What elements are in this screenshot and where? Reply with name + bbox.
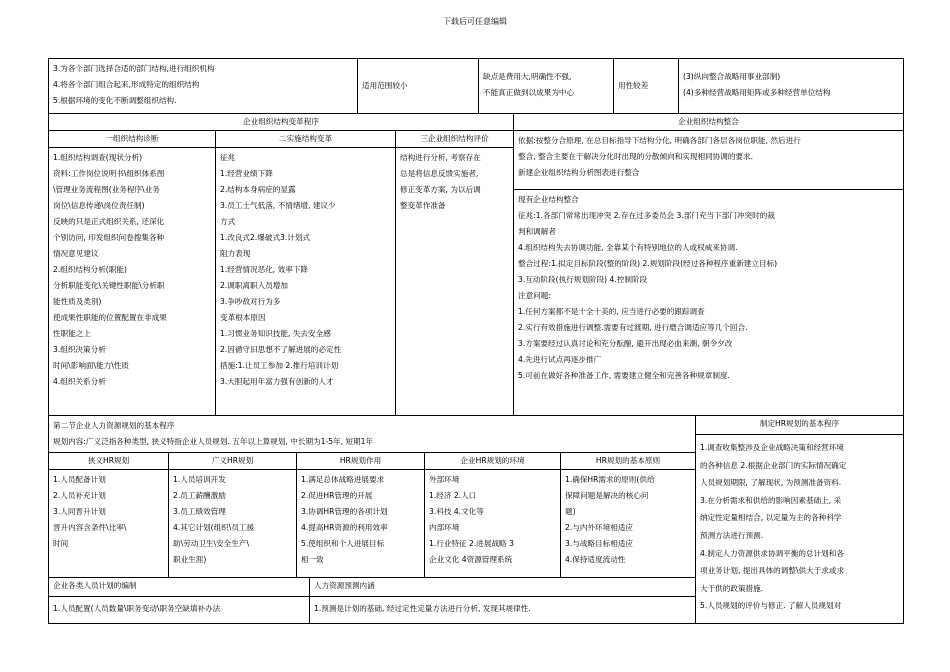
implementation-line: 2.调职离职人员增加 — [220, 281, 288, 290]
hr-line: 3.与战略目标相适应 — [565, 539, 633, 548]
forecast-title: 人力资源预测内涵 — [309, 577, 696, 597]
diagnosis-line: 个别访问, 印发组织问卷搜集各种 — [53, 233, 165, 242]
hr-line: 2.员工薪酬激励 — [173, 491, 226, 500]
implementation-line: 3.员工士气低落, 不情绪增, 建议少 — [220, 201, 336, 210]
weakness-cell — [478, 58, 614, 114]
implementation-line: 方式 — [220, 217, 236, 226]
reform-col2-title: 二实施结构变革 — [215, 130, 396, 148]
diagnosis-line: 性职能之上 — [53, 329, 91, 338]
evaluation-line: 总是将信息反馈实施者, — [400, 169, 479, 178]
hr-line: 外部环境 — [429, 475, 460, 484]
implementation-line: 1.改良式2.爆破式3.计划式 — [220, 233, 311, 242]
integration-line: 2.实行有效措施进行调整.需要有过渡期, 进行磨合调适应等几个回合. — [518, 323, 748, 332]
hr-col-title: HR规划作用 — [296, 452, 425, 470]
diagnosis-line: 情况意见建议 — [53, 249, 99, 258]
hr-section-title: 第二节企业人力资源规划的基本程序 — [53, 421, 175, 430]
diagnosis-line: 1.组织结构调查(现状分析) — [53, 153, 143, 162]
structure-types-cell — [678, 58, 904, 114]
diagnosis-line: 反映的只是正式组织关系, 还深化 — [53, 217, 165, 226]
type-line: (4)多种经营战略用矩阵或多种经营单位结构 — [683, 88, 831, 97]
integration-line: 4.组织结构失去协调功能, 全靠某个有特别地位的人或权威来协调. — [518, 243, 738, 252]
implementation-line: 2.因循守旧思想不了解进展的必定性 — [220, 345, 342, 354]
procedure-line: 项业务计划, 提出具体的调整\供大于求或求 — [700, 566, 845, 576]
diagnosis-line: 资料:工作岗位说明书\组织体系图 — [53, 169, 165, 178]
weakness-line: 缺点是费用大,明确性不强, — [483, 72, 572, 81]
hr-line: 1.行业特征 2.进展战略 3 — [429, 539, 514, 548]
implementation-line: 1.习惯业务知识技能, 失去安全感 — [220, 329, 331, 338]
diagnosis-line: \管理业务流程图(业务程序\业务 — [53, 185, 160, 194]
procedure-title: 制定HR规划的基本程序 — [695, 415, 904, 435]
integration-line: 征兆:1.各部门常常出现冲突 2.存在过多委员会 3.部门充当下部门冲突时的裁 — [518, 211, 775, 220]
page-header: 下载后可任意编辑 — [443, 17, 507, 26]
hr-line: 时间 — [53, 539, 69, 548]
implementation-line: 变革根本原因 — [220, 313, 266, 322]
evaluation-line: 修正变革方案, 为以后调 — [400, 185, 481, 194]
diagnosis-line: 4.组织关系分析 — [53, 377, 106, 386]
integration-line: 3.互动阶段(执行规划阶段) 4.控制阶段 — [518, 275, 648, 284]
hr-line: 1.满足总体战略进展要求 — [301, 475, 385, 484]
procedure-line: 1.调查收集整涉及企业战略决策和经营环境 — [700, 443, 844, 452]
implementation-line: 阻力表现 — [220, 249, 251, 258]
diagnosis-line: 时间\影响面\能力\性质 — [53, 361, 130, 370]
hr-line: 3.员工绩效管理 — [173, 507, 226, 516]
usage-text: 用性较差 — [618, 81, 649, 90]
integration-line: 注意问题: — [518, 291, 551, 300]
basis-line: 整合, 整合主要在于解决分化时出现的分散倾向和实现相同协调的要求. — [518, 152, 754, 161]
hr-line: 2.促进HR管理的开展 — [301, 491, 373, 500]
diagnosis-line: 3.组织决策分析 — [53, 345, 106, 354]
hr-line: 4.保持适度流动性 — [565, 555, 626, 564]
diagnosis-cell — [48, 147, 216, 416]
integration-line: 3.方案要经过认真讨论和充分酝酿, 避开出现必血来潮, 朝令夕改 — [518, 339, 733, 348]
implementation-line: 3.争吵敌对行为多 — [220, 297, 281, 306]
procedure-line: 4.制定人力资源供求协调平衡的总计划和各 — [700, 548, 844, 558]
hr-line: 内部环境 — [429, 523, 460, 532]
diagnosis-line: 使成果性职能的位置配置在非成果 — [53, 313, 167, 322]
hr-intro-cell — [48, 415, 696, 453]
evaluation-cell — [395, 147, 514, 416]
implementation-line: 2.结构本身病症的显露 — [220, 185, 296, 194]
hr-col-title: 企业HR规划的环境 — [424, 452, 561, 470]
type-line: (3)纵向整合战略用事业部制) — [683, 72, 781, 81]
hr-line: 5.使组织和个人进展目标 — [301, 539, 385, 548]
broad-hr-cell — [168, 469, 297, 578]
integration-line: 判和调解者 — [518, 227, 556, 236]
implementation-line: 措施:1.让员工参加 2.推行培训计划 — [220, 361, 339, 370]
hr-line: 保障问题是解决的核心问 — [565, 491, 649, 500]
reform-col1-title: 一组织结构诊断 — [48, 130, 216, 148]
procedure-line: 5.人员规划的评价与修正. 了解人员规划对 — [700, 601, 842, 611]
evaluation-line: 结构进行分析, 考察存在 — [400, 153, 481, 162]
narrow-hr-cell — [48, 469, 169, 578]
procedure-line: 3.在分析需求和供给的影响因素基础上, 采 — [700, 495, 842, 505]
hr-line: 1.确保HR需求的原则(供给 — [565, 475, 655, 484]
staffing-text: 1.人员配置(人员数量\职务变动\职务空缺填补办法 — [53, 604, 221, 613]
weakness-line: 不能真正做到以成果为中心 — [483, 88, 575, 97]
integration-details-cell — [513, 189, 904, 416]
hr-line: 企业文化 4资源管理系统 — [429, 555, 513, 564]
implementation-line: 征兆 — [220, 153, 236, 162]
forecast-text: 1.预测是计划的基础, 经过定性定量方法进行分析, 发现其规律性. — [314, 604, 531, 613]
hr-col-title: 广义HR规划 — [168, 452, 297, 470]
hr-line: 2.人员补充计划 — [53, 491, 106, 500]
diagnosis-line: 2.组织结构分析(职能) — [53, 265, 127, 274]
hr-line: 1.人员培训开发 — [173, 475, 226, 484]
hr-role-cell — [296, 469, 425, 578]
hr-line: 题) — [565, 507, 576, 516]
usage-cell — [613, 58, 679, 114]
diagnosis-line: 岗位\信息传递\岗位责任制) — [53, 201, 145, 210]
scope-text: 适用范围较小 — [362, 81, 408, 90]
reform-title: 企业组织结构变革程序 — [48, 113, 514, 131]
diagnosis-line: 能性质及类别) — [53, 297, 102, 306]
hr-col-title: HR规划的基本原则 — [560, 452, 696, 470]
hr-col-title: 狭义HR规划 — [48, 452, 169, 470]
integration-line: 现有企业结构整合 — [518, 195, 579, 204]
implementation-cell — [215, 147, 396, 416]
procedure-line: 预测方法进行预测. — [700, 530, 764, 540]
hr-line: 4.提高HR资源的利用效率 — [301, 523, 388, 532]
basis-line: 新建企业组织结构分析图表进行整合 — [518, 168, 640, 177]
procedure-line: 人员规划期限, 了解现状, 为预测准备资料. — [700, 478, 842, 488]
procedure-line: 的各种信息 2.根据企业部门的实际情况确定 — [700, 460, 847, 470]
reform-col3-title: 三企业组织结构评价 — [395, 130, 514, 148]
hr-line: 晋升内容含条件\比率\ — [53, 523, 127, 532]
implementation-line: 3.大胆起用年富力强有创新的人才 — [220, 377, 334, 386]
integration-line: 1.任何方案都不是十全十美的, 应当进行必要的跟踪调查 — [518, 307, 705, 316]
diagnosis-line: 分析职能变化\关键性职能\分析职 — [53, 281, 165, 290]
hr-line: 4.其它计划(组织\员工援 — [173, 523, 255, 532]
hr-line: 相一致 — [301, 555, 324, 564]
integration-basis-cell — [513, 130, 904, 190]
staffing-cell — [48, 596, 310, 624]
hr-line: 3.协调HR管理的各项计划 — [301, 507, 388, 516]
procedure-cell — [695, 434, 904, 624]
staffing-title: 企业各类人员计划的编制 — [48, 577, 310, 597]
hr-principles-cell — [560, 469, 696, 578]
evaluation-line: 整变革作准备 — [400, 201, 446, 210]
hr-line: 职业生涯) — [173, 555, 207, 564]
procedure-line: 大于供的政策措施. — [700, 583, 764, 593]
hr-environment-cell — [424, 469, 561, 578]
org-methods-cell — [48, 58, 358, 114]
method-line: 4.将各个部门组合起来,形成特定的组织结构 — [53, 80, 200, 89]
method-line: 5.根据环境的变化不断调整组织结构. — [53, 96, 177, 105]
integration-title: 企业组织结构整合 — [513, 113, 904, 131]
hr-line: 1.人员配备计划 — [53, 475, 106, 484]
implementation-line: 1.经营业绩下降 — [220, 169, 273, 178]
implementation-line: 1.经营情况恶化, 效率下降 — [220, 265, 309, 274]
hr-line: 3.人同晋升计划 — [53, 507, 106, 516]
procedure-line: 纳定性定量相结合, 以定量为主的各种科学 — [700, 513, 842, 523]
scope-cell — [357, 58, 479, 114]
forecast-cell — [309, 596, 696, 624]
basis-line: 依据:按整分合原理, 在总目标指导下结构分化, 明确各部门各层各岗位职能, 然后进行 — [518, 136, 801, 145]
hr-line: 3.科技 4.文化等 — [429, 507, 484, 516]
integration-line: 5.可前在做好各种准备工作, 需要建立健全和完善各种规章制度. — [518, 371, 730, 380]
method-line: 3.为各个部门选择合适的部门结构,进行组织机构 — [53, 64, 215, 73]
integration-line: 4.先进行试点再逐步推广 — [518, 355, 602, 364]
hr-line: 2.与内外环境相适应 — [565, 523, 633, 532]
integration-line: 整合过程:1.拟定目标阶段(整的阶段) 2.规划阶段(经过各种程序重新建立目标) — [518, 259, 778, 268]
hr-line: 1.经济 2.人口 — [429, 491, 477, 500]
hr-content: 规划内容:广义泛指各种类型, 狭义特指企业人员规划. 五年以上算规划, 中长期为1-5年, 短期1年 — [53, 437, 374, 446]
hr-line: 助\劳动卫生\安全生产\ — [173, 539, 250, 548]
